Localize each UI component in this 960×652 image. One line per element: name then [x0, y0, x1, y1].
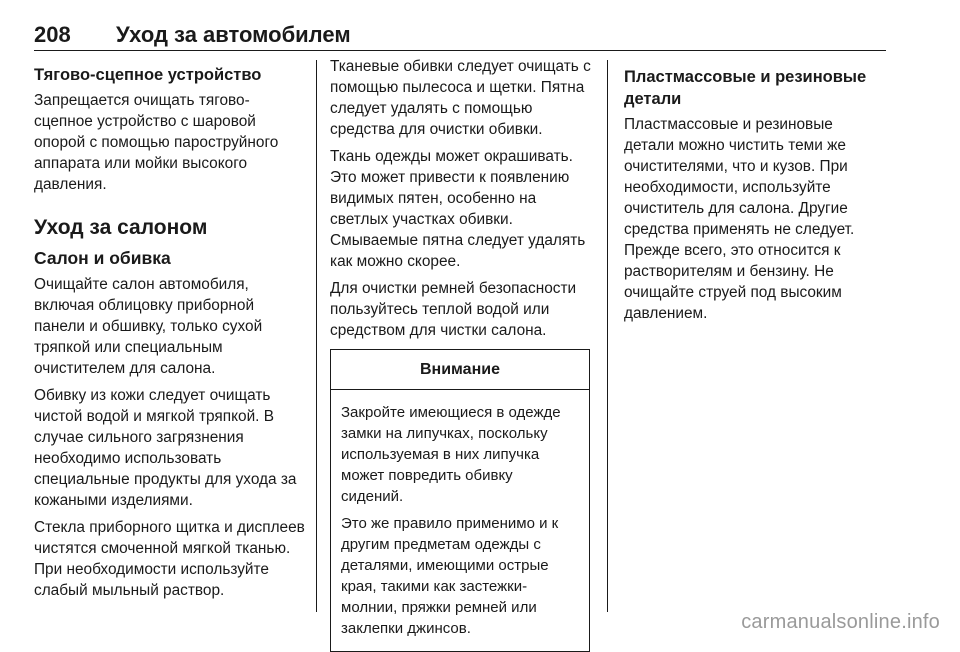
paragraph: Это же правило применимо и к другим предметам одежды с деталями, имеющими острые края, такими как застежки-молнии, пряжки ремней или заклепки джинсов. [341, 515, 559, 637]
header-rule [34, 50, 886, 51]
page-header [34, 18, 886, 52]
cabin-care-heading: Уход за салоном [34, 216, 208, 239]
paragraph: Ткань одежды может окрашивать. Это может привести к появлению видимых пятен, особенно на светлых участках обивки. Смываемые пятна следует удалять как можно скорее. [330, 148, 586, 270]
upholstery-heading: Салон и обивка [34, 248, 171, 268]
column-right [624, 56, 886, 330]
paragraph: Пластмассовые и резиновые детали можно чистить теми же очистителями, что и кузов. При необходимости, используйте очиститель для салона. Другие средства применять не следует. Прежде всего, это относится к растворителям и бензину. Не очищайте струей под высоким давлением. [624, 116, 855, 322]
tow-hitch-heading: Тягово-сцепное устройство [34, 66, 262, 84]
page-number: 208 [34, 22, 71, 47]
plastic-rubber-heading: Пластмассовые и резиновые детали [624, 68, 867, 108]
caution-body [331, 390, 589, 651]
tow-hitch-text: Запрещается очищать тягово-сцепное устройство с шаровой опорой с помощью пароструйного аппарата или мойки высокого давления. [34, 92, 279, 193]
paragraph: Обивку из кожи следует очищать чистой водой и мягкой тряпкой. В случае сильного загрязнения необходимо использовать специальные продукты для ухода за кожаными изделиями. [34, 387, 297, 509]
column-middle [330, 56, 594, 652]
column-left [34, 56, 308, 607]
column-divider-1 [316, 60, 317, 612]
column-divider-2 [607, 60, 608, 612]
watermark: carmanualsonline.info [741, 611, 940, 633]
paragraph: Стекла приборного щитка и дисплеев чистятся смоченной мягкой тканью. При необходимости используйте слабый мыльный раствор. [34, 519, 305, 599]
paragraph: Закройте имеющиеся в одежде замки на липучках, поскольку используемая в них липучка может повредить обивку сидений. [341, 404, 561, 505]
paragraph: Для очистки ремней безопасности пользуйтесь теплой водой или средством для чистки салона. [330, 280, 577, 339]
caution-title: Внимание [331, 350, 589, 390]
caution-box [330, 349, 590, 652]
paragraph: Очищайте салон автомобиля, включая облицовку приборной панели и обшивку, только сухой тряпкой или специальным очистителем для салона. [34, 276, 263, 377]
chapter-title: Уход за автомобилем [116, 22, 351, 47]
paragraph: Тканевые обивки следует очищать с помощью пылесоса и щетки. Пятна следует удалять с помощью средства для очистки обивки. [330, 58, 591, 138]
